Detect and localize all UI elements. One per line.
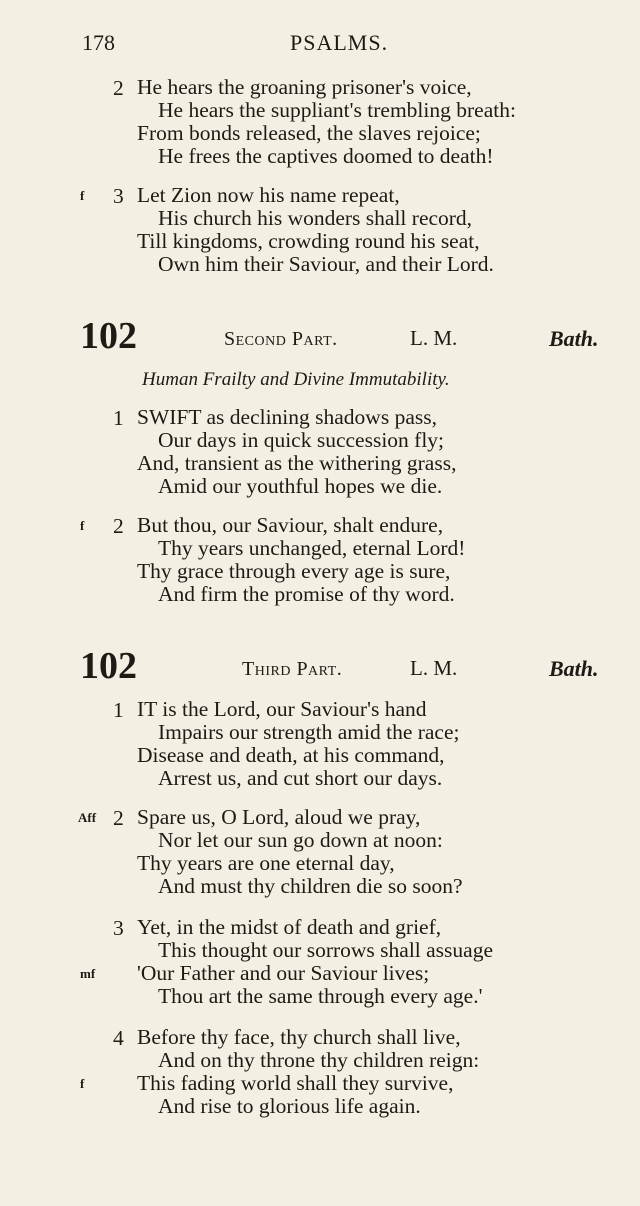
hymn-part: Third Part. xyxy=(242,658,343,680)
verse-line: He hears the groaning prisoner's voice, xyxy=(137,75,472,99)
verse-line: Before thy face, thy church shall live, xyxy=(137,1025,461,1049)
verse-line: SWIFT as declining shadows pass, xyxy=(137,405,437,429)
dynamic-mark: f xyxy=(80,1076,85,1091)
dynamic-mark: mf xyxy=(80,966,96,981)
page-number: 178 xyxy=(82,30,115,55)
verse-line: And firm the promise of thy word. xyxy=(158,582,455,606)
dynamic-mark: f xyxy=(80,188,85,203)
verse-line: Let Zion now his name repeat, xyxy=(137,183,400,207)
verse-line: Thy years unchanged, eternal Lord! xyxy=(158,536,466,560)
verse-line: And rise to glorious life again. xyxy=(158,1094,421,1118)
verse-line: Arrest us, and cut short our days. xyxy=(158,766,443,790)
verse-number: 2 xyxy=(113,806,124,830)
verse-line: Our days in quick succession fly; xyxy=(158,428,445,452)
verse-line: This fading world shall they survive, xyxy=(137,1071,454,1095)
verse-line: And on thy throne thy children reign: xyxy=(158,1048,480,1072)
verse-line: 'Our Father and our Saviour lives; xyxy=(137,961,430,985)
verse-line: Thou art the same through every age.' xyxy=(158,984,483,1008)
verse-line: Amid our youthful hopes we die. xyxy=(158,474,443,498)
hymn-number: 102 xyxy=(80,315,137,357)
verse-line: His church his wonders shall record, xyxy=(158,206,473,230)
verse-line: This thought our sorrows shall assuage xyxy=(158,938,494,962)
verse-line: He hears the suppliant's trembling breath: xyxy=(158,98,516,122)
dynamic-mark: f xyxy=(80,518,85,533)
verse-number: 1 xyxy=(113,698,124,722)
verse-line: He frees the captives doomed to death! xyxy=(158,144,494,168)
verse-line: Nor let our sun go down at noon: xyxy=(158,828,443,852)
running-title: PSALMS. xyxy=(290,30,389,55)
page-header xyxy=(82,30,610,60)
hymn-subtitle: Human Frailty and Divine Immutability. xyxy=(142,369,450,390)
verse-line: Till kingdoms, crowding round his seat, xyxy=(137,229,480,253)
verse-number: 2 xyxy=(113,514,124,538)
verse-line: Thy years are one eternal day, xyxy=(137,851,395,875)
verse-line: IT is the Lord, our Saviour's hand xyxy=(137,697,427,721)
verse-line: And, transient as the withering grass, xyxy=(137,451,457,475)
verse-line: But thou, our Saviour, shalt endure, xyxy=(137,513,444,537)
hymn-part: Second Part. xyxy=(224,328,338,350)
verse-line: Yet, in the midst of death and grief, xyxy=(137,915,442,939)
verse-number: 3 xyxy=(113,184,124,208)
hymn-meter: L. M. xyxy=(410,656,458,680)
hymn-number: 102 xyxy=(80,645,137,687)
verse-line: Disease and death, at his command, xyxy=(137,743,445,767)
verse-line: Spare us, O Lord, aloud we pray, xyxy=(137,805,421,829)
verse-line: Thy grace through every age is sure, xyxy=(137,559,451,583)
verse-line: Own him their Saviour, and their Lord. xyxy=(158,252,494,276)
tune-name: Bath. xyxy=(549,326,599,351)
dynamic-mark: Aff xyxy=(78,810,97,825)
verse-number: 2 xyxy=(113,76,124,100)
verse-number: 1 xyxy=(113,406,124,430)
verse-line: From bonds released, the slaves rejoice; xyxy=(137,121,481,145)
verse-line: Impairs our strength amid the race; xyxy=(158,720,460,744)
tune-name: Bath. xyxy=(549,656,599,681)
hymn-meter: L. M. xyxy=(410,326,458,350)
verse-number: 3 xyxy=(113,916,124,940)
verse-line: And must thy children die so soon? xyxy=(158,874,463,898)
verse-number: 4 xyxy=(113,1026,124,1050)
